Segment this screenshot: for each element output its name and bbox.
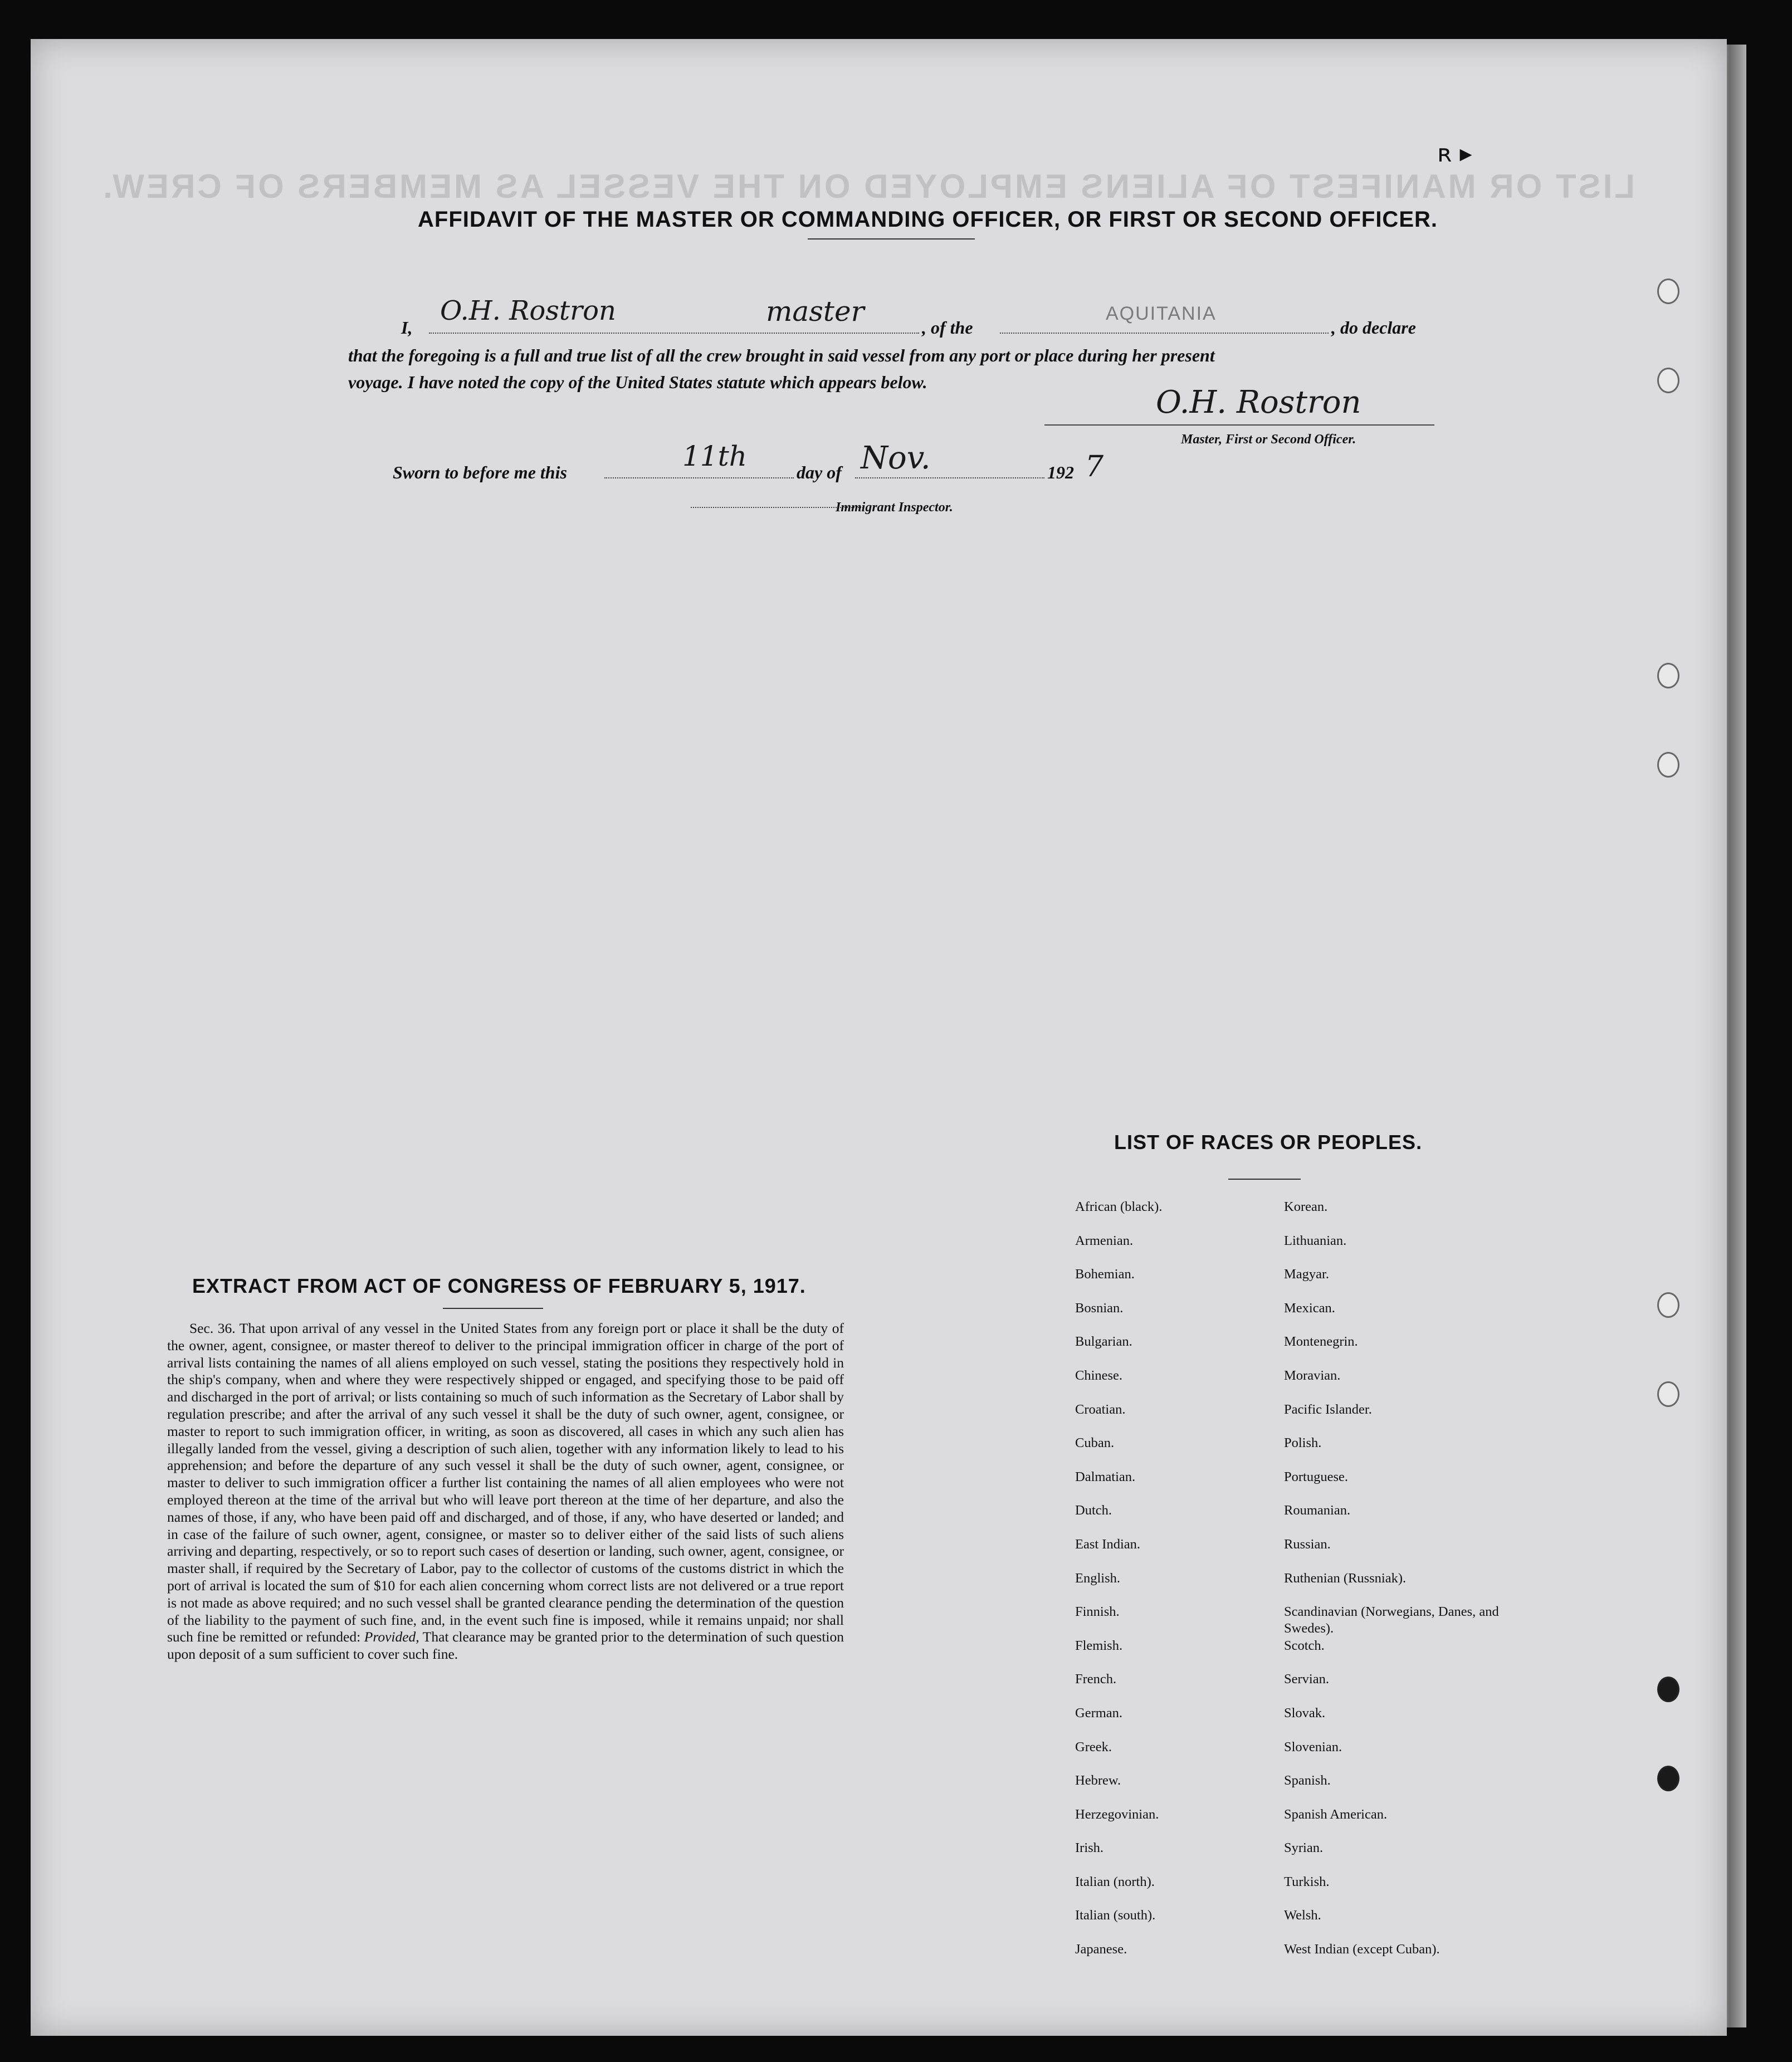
race-item: Croatian. — [1075, 1401, 1126, 1417]
races-column-2 — [1284, 1199, 1518, 1975]
race-item: Moravian. — [1284, 1367, 1341, 1383]
handwritten-month: Nov. — [861, 440, 931, 476]
day-of-text: day of — [797, 462, 842, 482]
section-label: Sec. 36. — [189, 1320, 236, 1336]
pencil-mark: ʀ ▸ — [1437, 139, 1472, 168]
binder-hole — [1657, 752, 1679, 778]
extract-text-part-2: That clearance may be granted prior to the determination of such question upon deposit of a sum sufficient to cover such fine. — [167, 1629, 844, 1663]
vessel-blank — [1000, 333, 1329, 334]
race-item: Bulgarian. — [1075, 1334, 1132, 1350]
inspector-caption: Immigrant Inspector. — [836, 500, 953, 515]
extract-title: EXTRACT FROM ACT OF CONGRESS OF FEBRUARY 5, 1917. — [192, 1274, 806, 1297]
race-item: Herzegovinian. — [1075, 1806, 1159, 1822]
race-item: Cuban. — [1075, 1435, 1115, 1451]
race-item: Chinese. — [1075, 1367, 1123, 1383]
race-item: Japanese. — [1075, 1942, 1127, 1957]
race-item: Servian. — [1284, 1672, 1329, 1687]
bleed-through-text: LIST OR MANIFEST OF ALIENS EMPLOYED ON THE VESSEL AS MEMBERS OF CREW. — [101, 168, 1635, 205]
affidavit-title: AFFIDAVIT OF THE MASTER OR COMMANDING OFFICER, OR FIRST OR SECOND OFFICER. — [418, 207, 1438, 232]
race-item: Greek. — [1075, 1739, 1112, 1755]
binder-hole — [1657, 1292, 1679, 1318]
race-item: Irish. — [1075, 1840, 1104, 1856]
races-column-1 — [1075, 1199, 1162, 1975]
extract-text-part-1: That upon arrival of any vessel in the United States from any foreign port or place it shall be the duty of the owner, agent, consignee, or master thereof to deliver to the principal immigration officer in charge of the port of arrival lists containing the names of all aliens employed on such vessel, stating the positions they respectively hold in the ship's company, when and where they were respectively shipped or engaged, and specifying those to be paid off and discharged in the port of arrival; or lists containing so much of such information as the Secretary of Labor shall by regulation prescribe; and after the arrival of any such vessel it shall be the duty of such owner, agent, consignee, or master to report to such immigration officer, in writing, as soon as discovered, all cases in which any such alien has illegally landed from the vessel, giving a description of such alien, together with any information likely to lead to his apprehension; and before the departure of any such vessel it shall be the duty of such owner, agent, consignee, or master to deliver to such immigration officer a further list containing the names of all alien employees who were not employed thereon at the time of the arrival but who will leave port thereon at the time of her departure, and also the names of those, if any, who have been paid off and discharged, and of those, if any, who have deserted or landed; and in case of the failure of such owner, agent, consignee, or master so to deliver either of the said lists of such aliens arriving and departing, respectively, or so to report such cases of desertion or landing, such owner, agent, consignee, or master shall, if required by the Secretary of Labor, pay to the collector of customs of the customs district in which the port of arrival is located the sum of $10 for each alien concerning whom correct lists are not delivered or a true report is not made as above required; and no such vessel shall be granted clearance pending the determination of the question of the liability to the payment of such fine, and, in the event such fine is imposed, while it remains unpaid; nor shall such fine be remitted or refunded: — [167, 1320, 844, 1645]
race-item: Italian (south). — [1075, 1908, 1156, 1923]
year-printed: 192 — [1047, 462, 1074, 482]
signature-line — [1044, 424, 1434, 426]
name-blank — [429, 333, 919, 334]
race-item: Hebrew. — [1075, 1773, 1121, 1789]
race-item: Russian. — [1284, 1536, 1331, 1552]
race-item: Scotch. — [1284, 1638, 1325, 1653]
extract-rule — [443, 1308, 543, 1309]
handwritten-year: 7 — [1085, 450, 1104, 483]
declare-text: , do declare — [1331, 317, 1416, 338]
race-item: Portuguese. — [1284, 1469, 1348, 1484]
affidavit-line-3: voyage. I have noted the copy of the United States statute which appears below. — [348, 372, 927, 392]
race-item: Turkish. — [1284, 1874, 1330, 1889]
race-item: Welsh. — [1284, 1908, 1321, 1923]
races-rule — [1228, 1179, 1301, 1180]
race-item: Flemish. — [1075, 1638, 1123, 1653]
race-item: Slovak. — [1284, 1705, 1326, 1721]
race-item: Montenegrin. — [1284, 1334, 1358, 1350]
of-the-text: , of the — [922, 317, 973, 338]
race-item: Bosnian. — [1075, 1300, 1124, 1316]
handwritten-day: 11th — [682, 440, 747, 472]
race-item: Italian (north). — [1075, 1874, 1155, 1889]
month-blank — [855, 477, 1044, 478]
race-item: French. — [1075, 1672, 1117, 1687]
binder-hole — [1657, 1766, 1679, 1791]
day-blank — [604, 477, 794, 478]
extract-body — [167, 1320, 844, 1663]
race-item: Bohemian. — [1075, 1267, 1135, 1282]
race-item: Mexican. — [1284, 1300, 1335, 1316]
race-item: West Indian (except Cuban). — [1284, 1942, 1440, 1957]
race-item: Roumanian. — [1284, 1503, 1351, 1518]
race-item: Armenian. — [1075, 1233, 1134, 1248]
race-item: Spanish American. — [1284, 1806, 1388, 1822]
race-item: Pacific Islander. — [1284, 1401, 1372, 1417]
race-item: Korean. — [1284, 1199, 1328, 1214]
master-signature: O.H. Rostron — [1156, 384, 1361, 421]
races-title: LIST OF RACES OR PEOPLES. — [1114, 1131, 1423, 1154]
race-item: Slovenian. — [1284, 1739, 1342, 1755]
provided-label: Provided, — [364, 1629, 419, 1645]
race-item: Dalmatian. — [1075, 1469, 1136, 1484]
signature-caption: Master, First or Second Officer. — [1181, 432, 1356, 447]
race-item: Lithuanian. — [1284, 1233, 1347, 1248]
document-page — [31, 39, 1727, 2036]
race-item: Spanish. — [1284, 1773, 1331, 1789]
sworn-prefix: Sworn to before me this — [393, 462, 567, 482]
title-rule — [808, 238, 975, 240]
race-item: Polish. — [1284, 1435, 1322, 1451]
race-item: Finnish. — [1075, 1604, 1120, 1620]
handwritten-name: O.H. Rostron — [440, 295, 616, 326]
race-item: Scandinavian (Norwegians, Danes, and Swedes). — [1284, 1604, 1499, 1636]
binder-hole — [1657, 663, 1679, 688]
race-item: English. — [1075, 1570, 1120, 1586]
race-item: Magyar. — [1284, 1267, 1329, 1282]
race-item: Dutch. — [1075, 1503, 1112, 1518]
binder-hole — [1657, 278, 1679, 304]
race-item: Syrian. — [1284, 1840, 1324, 1856]
binder-hole — [1657, 1381, 1679, 1407]
race-item: East Indian. — [1075, 1536, 1141, 1552]
race-item: German. — [1075, 1705, 1123, 1721]
vessel-stamp: AQUITANIA — [1106, 303, 1217, 324]
binder-hole — [1657, 368, 1679, 393]
race-item: African (black). — [1075, 1199, 1163, 1214]
affidavit-line-2: that the foregoing is a full and true list of all the crew brought in said vessel from any port or place during her present — [348, 345, 1215, 365]
binder-hole — [1657, 1677, 1679, 1702]
handwritten-role: master — [766, 295, 865, 328]
race-item: Ruthenian (Russniak). — [1284, 1570, 1407, 1586]
affidavit-prefix: I, — [401, 317, 413, 338]
